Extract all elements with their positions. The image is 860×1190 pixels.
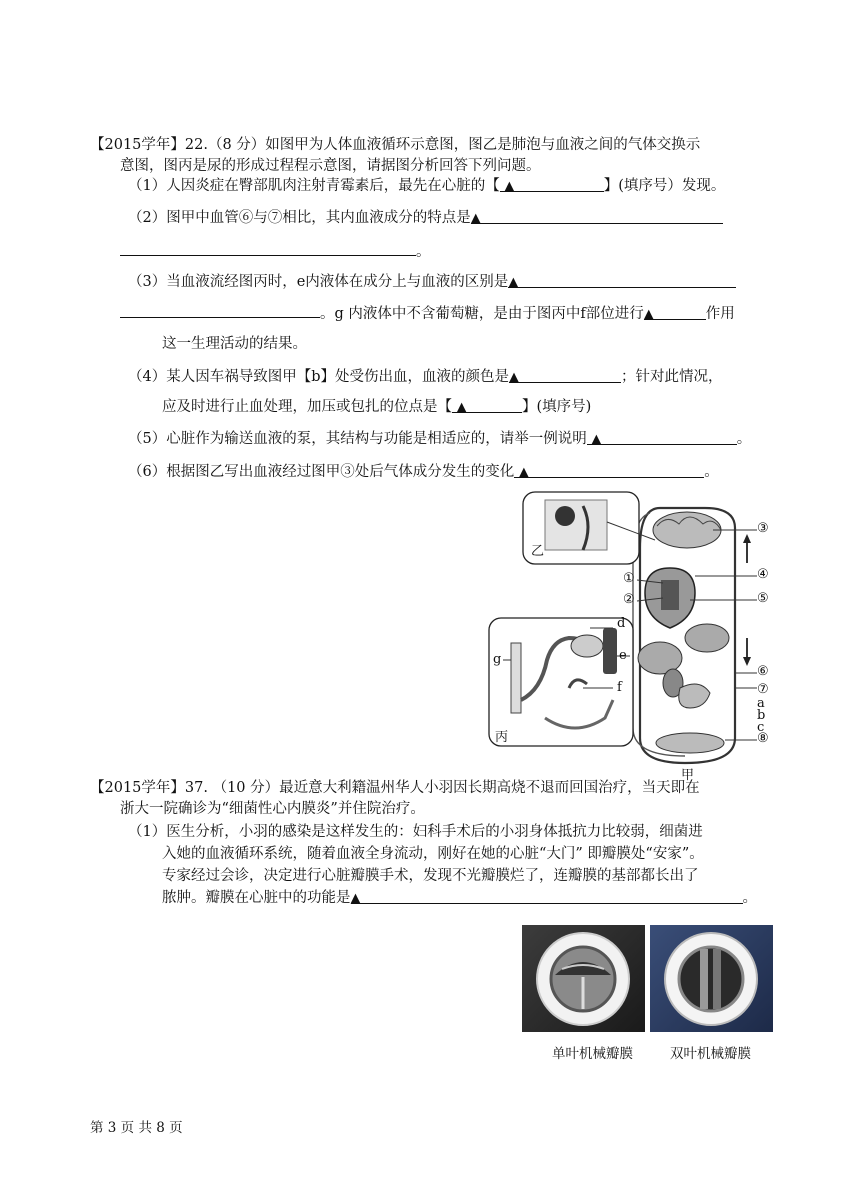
answer-mark: ▲	[518, 465, 529, 480]
answer-blank-q37[interactable]	[351, 888, 743, 904]
q22-part4	[128, 367, 723, 387]
single-leaflet-valve-image	[522, 925, 645, 1032]
q22-p1-text: （1）人因炎症在臀部肌肉注射青霉素后，最先在心脏的【	[128, 178, 500, 194]
q22-part2-cont	[120, 240, 431, 262]
label-d: d	[617, 616, 626, 631]
q22-p5-end: 。	[736, 431, 752, 447]
label-8: ⑧	[757, 731, 769, 746]
figure-label-yi: 乙	[531, 544, 545, 559]
label-2: ②	[623, 592, 635, 607]
q22-p4-text: （4）某人因车祸导致图甲【b】处受伤出血，血液的颜色是	[128, 369, 510, 385]
q37-p1-end: 。	[742, 890, 757, 906]
answer-blank-1[interactable]	[500, 176, 604, 192]
q37-p1-text: 脓肿。瓣膜在心脏中的功能是	[162, 890, 351, 906]
label-c: c	[757, 720, 765, 735]
answer-mark: ▲	[508, 275, 519, 290]
q37-intro: 浙大一院确诊为“细菌性心内膜炎”并住院治疗。	[120, 801, 425, 817]
answer-blank-4[interactable]	[509, 367, 621, 383]
q22-p4-tail: 】(填序号)	[522, 399, 592, 415]
q37-p1-line2: 入她的血液循环系统，随着血液全身流动，刚好在她的心脏“大门” 即瓣膜处“安家”。	[162, 846, 704, 862]
label-4: ④	[757, 567, 769, 582]
answer-mark: ▲	[470, 211, 481, 226]
label-5: ⑤	[757, 591, 769, 606]
label-e: e	[619, 648, 627, 663]
valve-photo-single	[522, 925, 645, 1032]
q22-part5	[128, 429, 751, 449]
answer-blank-2b[interactable]	[120, 240, 416, 256]
q22-p3-text2: 。g 内液体中不含葡萄糖，是由于图丙中f部位进行	[320, 306, 644, 322]
answer-blank-3[interactable]	[508, 272, 736, 288]
label-f: f	[617, 680, 622, 695]
valve-photo-double	[650, 925, 773, 1032]
label-b: b	[757, 708, 766, 723]
answer-mark: ▲	[643, 307, 654, 322]
q22-intro: 意图，图丙是尿的形成过程程示意图，请据图分析回答下列问题。	[120, 158, 541, 174]
q22-part3-cont2: 这一生理活动的结果。	[162, 336, 307, 352]
q22-p4-text3: 应及时进行止血处理，加压或包扎的位点是【	[162, 399, 452, 415]
figure-label-bing: 丙	[495, 730, 509, 745]
label-3: ③	[757, 521, 769, 536]
label-a: a	[757, 696, 765, 711]
caption-double-valve: 双叶机械瓣膜	[670, 1046, 751, 1062]
q22-p2-end: 。	[416, 244, 431, 260]
q22-part4-cont	[162, 397, 591, 417]
label-6: ⑥	[757, 664, 769, 679]
q22-part3-cont	[120, 302, 735, 324]
answer-mark: ▲	[504, 179, 515, 194]
q22-p5-text: （5）心脏作为输送血液的泵，其结构与功能是相适应的，请举一例说明	[128, 431, 587, 447]
answer-blank-3c[interactable]	[644, 304, 706, 320]
q22-p2-text: （2）图甲中血管⑥与⑦相比，其内血液成分的特点是	[128, 210, 471, 226]
answer-blank-4b[interactable]	[452, 397, 522, 413]
q22-p4-text2: ；针对此情况，	[621, 369, 723, 385]
page-footer: 第 3 页 共 8 页	[90, 1120, 183, 1136]
answer-blank-6[interactable]	[514, 462, 704, 478]
q22-p3-text: （3）当血液流经图丙时，e内液体在成分上与血液的区别是	[128, 274, 509, 290]
q37-title: 【2015学年】37. （10 分）最近意大利籍温州华人小羽因长期高烧不退而回国治疗，当天即在	[90, 780, 700, 796]
circulation-figure	[485, 488, 775, 783]
q37-p1-line1: （1）医生分析，小羽的感染是这样发生的：妇科手术后的小羽身体抵抗力比较弱，细菌进	[128, 824, 703, 840]
label-g: g	[493, 652, 502, 667]
q37-p1-line3: 专家经过会诊，决定进行心脏瓣膜手术，发现不光瓣膜烂了，连瓣膜的基部都长出了	[162, 868, 699, 884]
q22-p3-tail: 作用	[705, 306, 735, 322]
answer-mark: ▲	[456, 400, 467, 415]
q22-part1	[128, 176, 725, 196]
q22-p6-end: 。	[704, 464, 719, 480]
q22-part2	[128, 208, 723, 228]
answer-blank-5[interactable]	[587, 429, 737, 445]
circulation-diagram	[485, 488, 775, 778]
q22-p6-text: （6）根据图乙写出血液经过图甲③处后气体成分发生的变化	[128, 464, 515, 480]
label-1: ①	[623, 571, 635, 586]
answer-mark: ▲	[350, 891, 361, 906]
q22-part3	[128, 272, 736, 292]
q22-title: 【2015学年】22.（8 分）如图甲为人体血液循环示意图，图乙是肺泡与血液之间的气体交换示	[90, 137, 701, 153]
double-leaflet-valve-image	[650, 925, 773, 1032]
q22-p1-tail: 】(填序号）发现。	[603, 178, 726, 194]
label-7: ⑦	[757, 682, 769, 697]
answer-mark: ▲	[591, 432, 602, 447]
q37-p1-line4	[162, 888, 757, 908]
q22-part6	[128, 462, 719, 482]
caption-single-valve: 单叶机械瓣膜	[552, 1046, 633, 1062]
answer-blank-2[interactable]	[471, 208, 723, 224]
figure-label-jia: 甲	[681, 768, 695, 783]
answer-mark: ▲	[509, 370, 520, 385]
answer-blank-3b[interactable]	[120, 302, 320, 318]
